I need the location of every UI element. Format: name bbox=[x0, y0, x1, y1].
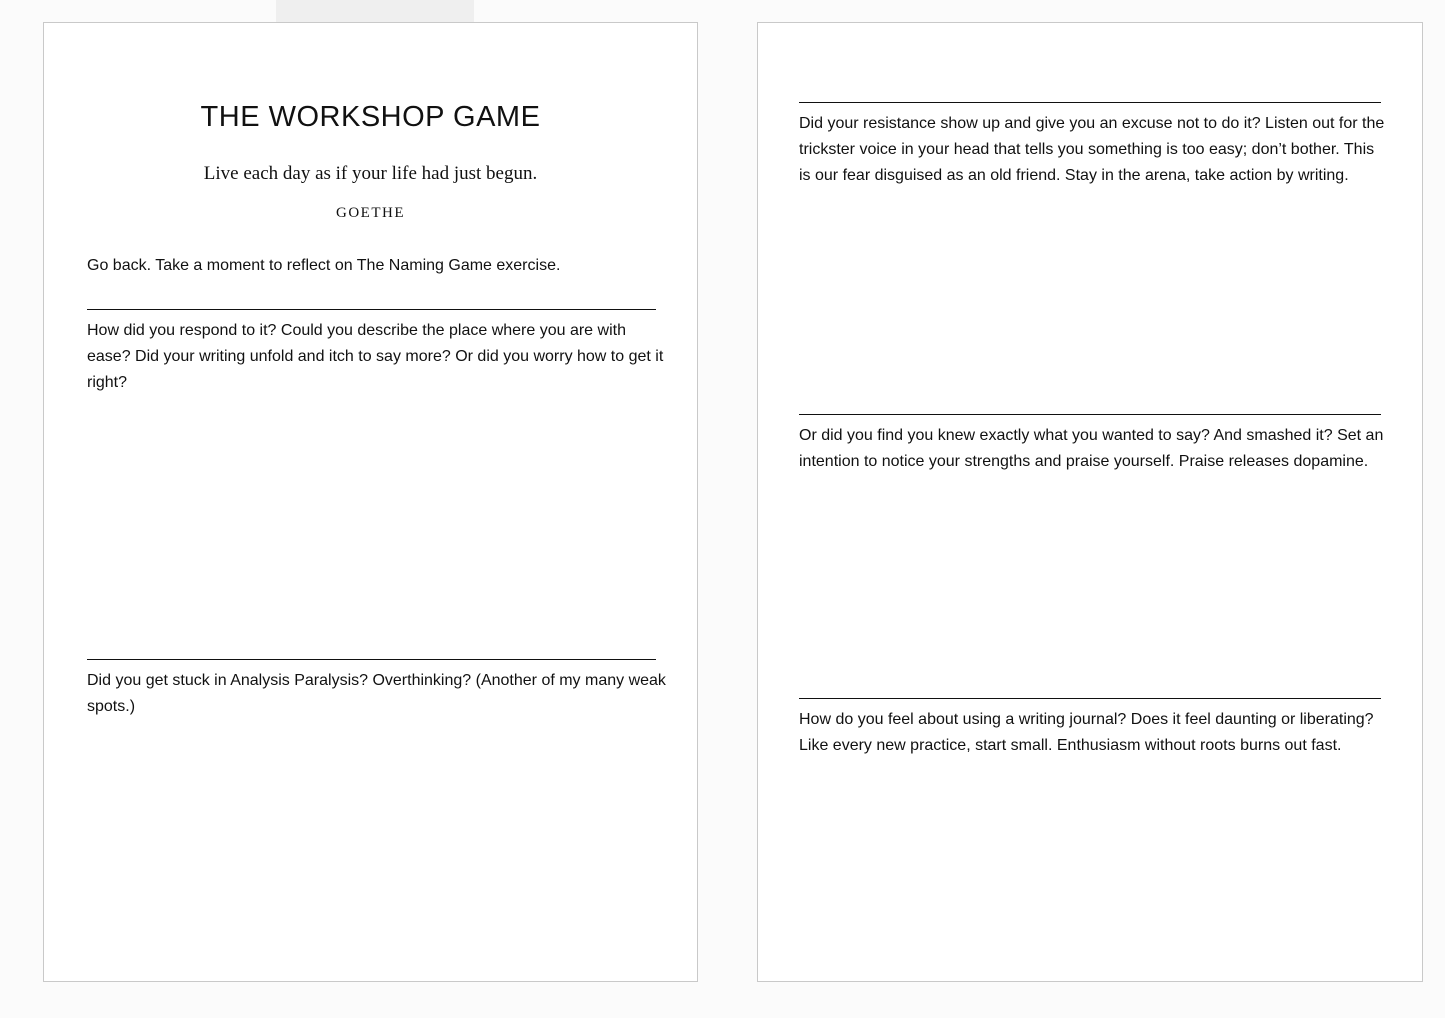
left-page bbox=[43, 22, 698, 982]
journal-prompt: How do you feel about using a writing journal? Does it feel daunting or liberating? Like every new practice, start small. Enthusiasm without roots burns out fast. bbox=[799, 711, 1374, 754]
journal-prompt: How did you respond to it? Could you describe the place where you are with ease? Did your writing unfold and itch to say more? Or did you worry how to get it right? bbox=[87, 322, 664, 391]
right-page bbox=[757, 22, 1423, 982]
divider-line bbox=[799, 698, 1381, 699]
quote-attribution: GOETHE bbox=[336, 205, 405, 221]
divider-line bbox=[799, 414, 1381, 415]
divider-line bbox=[87, 659, 656, 660]
divider-line bbox=[87, 309, 656, 310]
epigraph-quote: Live each day as if your life had just begun. bbox=[203, 163, 538, 184]
journal-prompt: Did you get stuck in Analysis Paralysis? Overthinking? (Another of my many weak spots.) bbox=[87, 672, 666, 715]
journal-prompt: Did your resistance show up and give you an excuse not to do it? Listen out for the trickster voice in your head that tells you something is too easy; don’t bother. This is our fear disguised as an old friend. Stay in the arena, take action by writing. bbox=[799, 115, 1385, 184]
page-title: THE WORKSHOP GAME bbox=[200, 101, 541, 133]
intro-instruction: Go back. Take a moment to reflect on The Naming Game exercise. bbox=[87, 257, 561, 274]
journal-prompt: Or did you find you knew exactly what you wanted to say? And smashed it? Set an intention to notice your strengths and praise yourself. Praise releases dopamine. bbox=[799, 427, 1384, 470]
divider-line bbox=[799, 102, 1381, 103]
